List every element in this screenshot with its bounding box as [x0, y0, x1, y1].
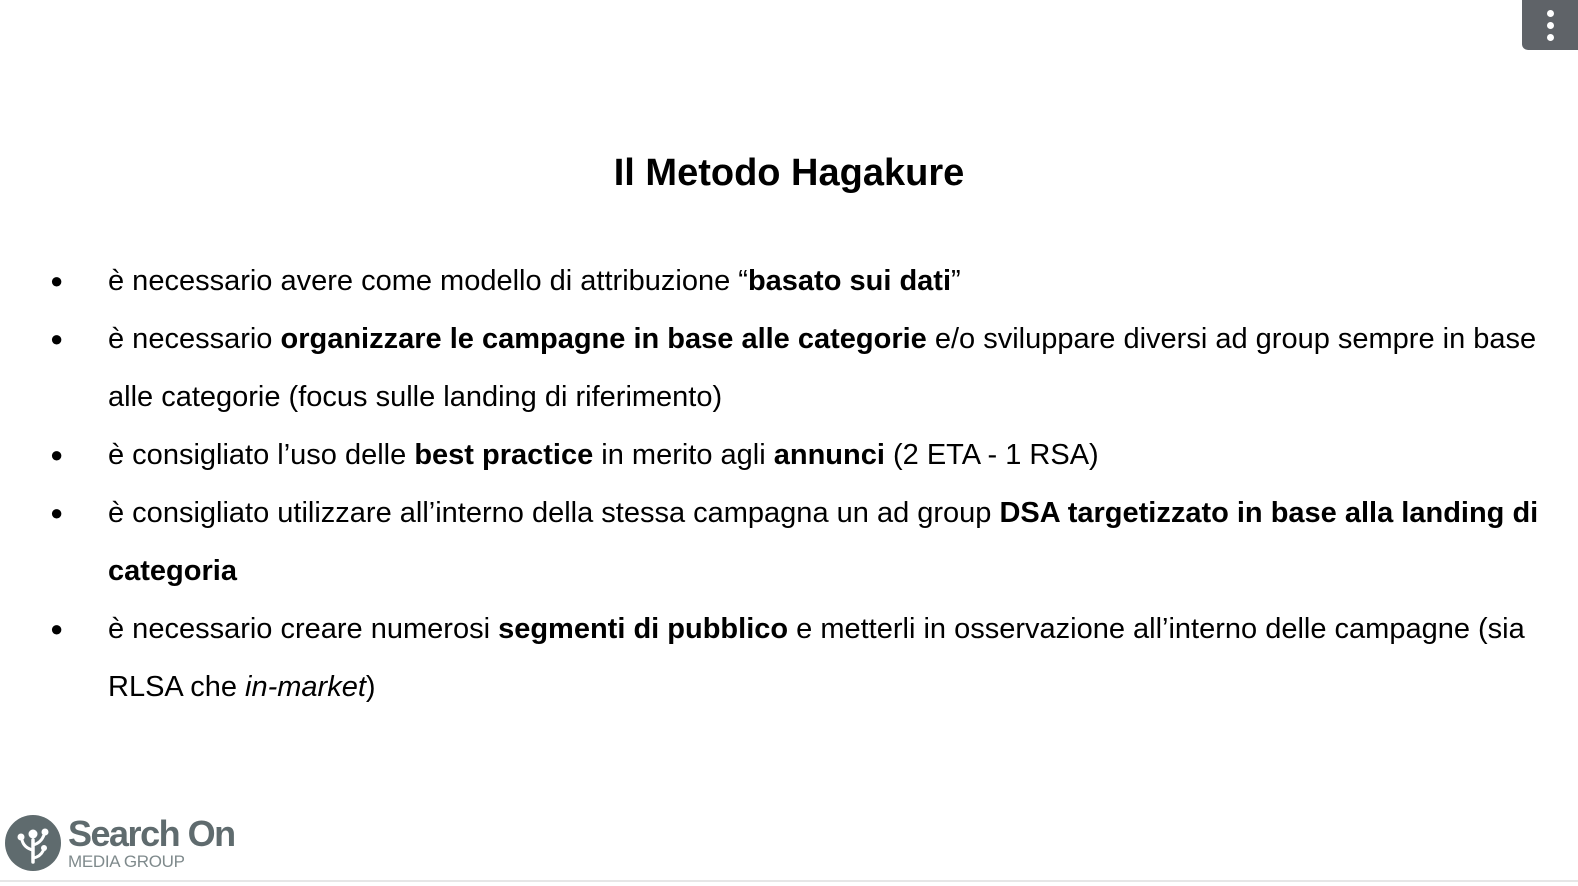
bullet-text-segment: è necessario avere come modello di attribuzione “	[108, 265, 748, 297]
bottom-divider	[0, 880, 1578, 882]
bullet-text-segment: basato sui dati	[747, 265, 951, 297]
bullet-text-segment: è necessario	[108, 323, 281, 355]
bullet-list	[0, 252, 1540, 716]
logo-name: Search On	[68, 813, 235, 854]
bullet-text-segment: e/o sviluppare diversi ad group sempre in base alle categorie (focus sulle landing di riferimento)	[108, 323, 1537, 413]
bullet-text-segment: annunci	[773, 439, 885, 471]
bullet-text-segment: in-market	[245, 671, 366, 703]
bullet-text-segment: e metterli in osservazione all’interno delle campagne (sia RLSA che	[108, 613, 1525, 703]
sprout-icon	[4, 814, 62, 872]
bullet-text-segment: organizzare le campagne in base alle categorie	[280, 323, 927, 355]
logo-subtitle: MEDIA GROUP	[68, 852, 185, 871]
bullet-text-segment: è necessario creare numerosi	[108, 613, 499, 645]
bullet-text-segment: DSA targetizzato in base alla landing di categoria	[108, 497, 1539, 587]
more-vertical-icon-dot	[1547, 34, 1554, 41]
bullet-text-segment: è consigliato utilizzare all’interno della stessa campagna un ad group	[108, 497, 1000, 529]
bullet-text-segment: è consigliato l’uso delle	[108, 439, 415, 471]
logo	[4, 814, 235, 872]
slide-title: Il Metodo Hagakure	[613, 152, 965, 194]
more-vertical-icon-dot	[1547, 22, 1554, 29]
bullet-text-segment: (2 ETA - 1 RSA)	[884, 439, 1099, 471]
bullet-dot-icon: ●	[50, 268, 64, 293]
bullet-dot-icon: ●	[50, 616, 64, 641]
bullet-item	[0, 600, 1540, 716]
bullet-item	[0, 426, 1540, 484]
bullet-item	[0, 310, 1540, 426]
bullet-item	[0, 252, 1540, 310]
bullet-text-segment: )	[365, 671, 376, 703]
bullet-item	[0, 484, 1540, 600]
more-options-button[interactable]	[1522, 0, 1578, 50]
logo-text	[68, 813, 235, 871]
bullet-text-segment: ”	[951, 265, 961, 297]
bullet-dot-icon: ●	[50, 442, 64, 467]
bullet-text-segment: in merito agli	[593, 439, 774, 471]
bullet-dot-icon: ●	[50, 500, 64, 525]
more-vertical-icon	[1547, 10, 1554, 17]
bullet-text-segment: best practice	[414, 439, 594, 471]
bullet-dot-icon: ●	[50, 326, 64, 351]
bullet-text-segment: segmenti di pubblico	[498, 613, 789, 645]
